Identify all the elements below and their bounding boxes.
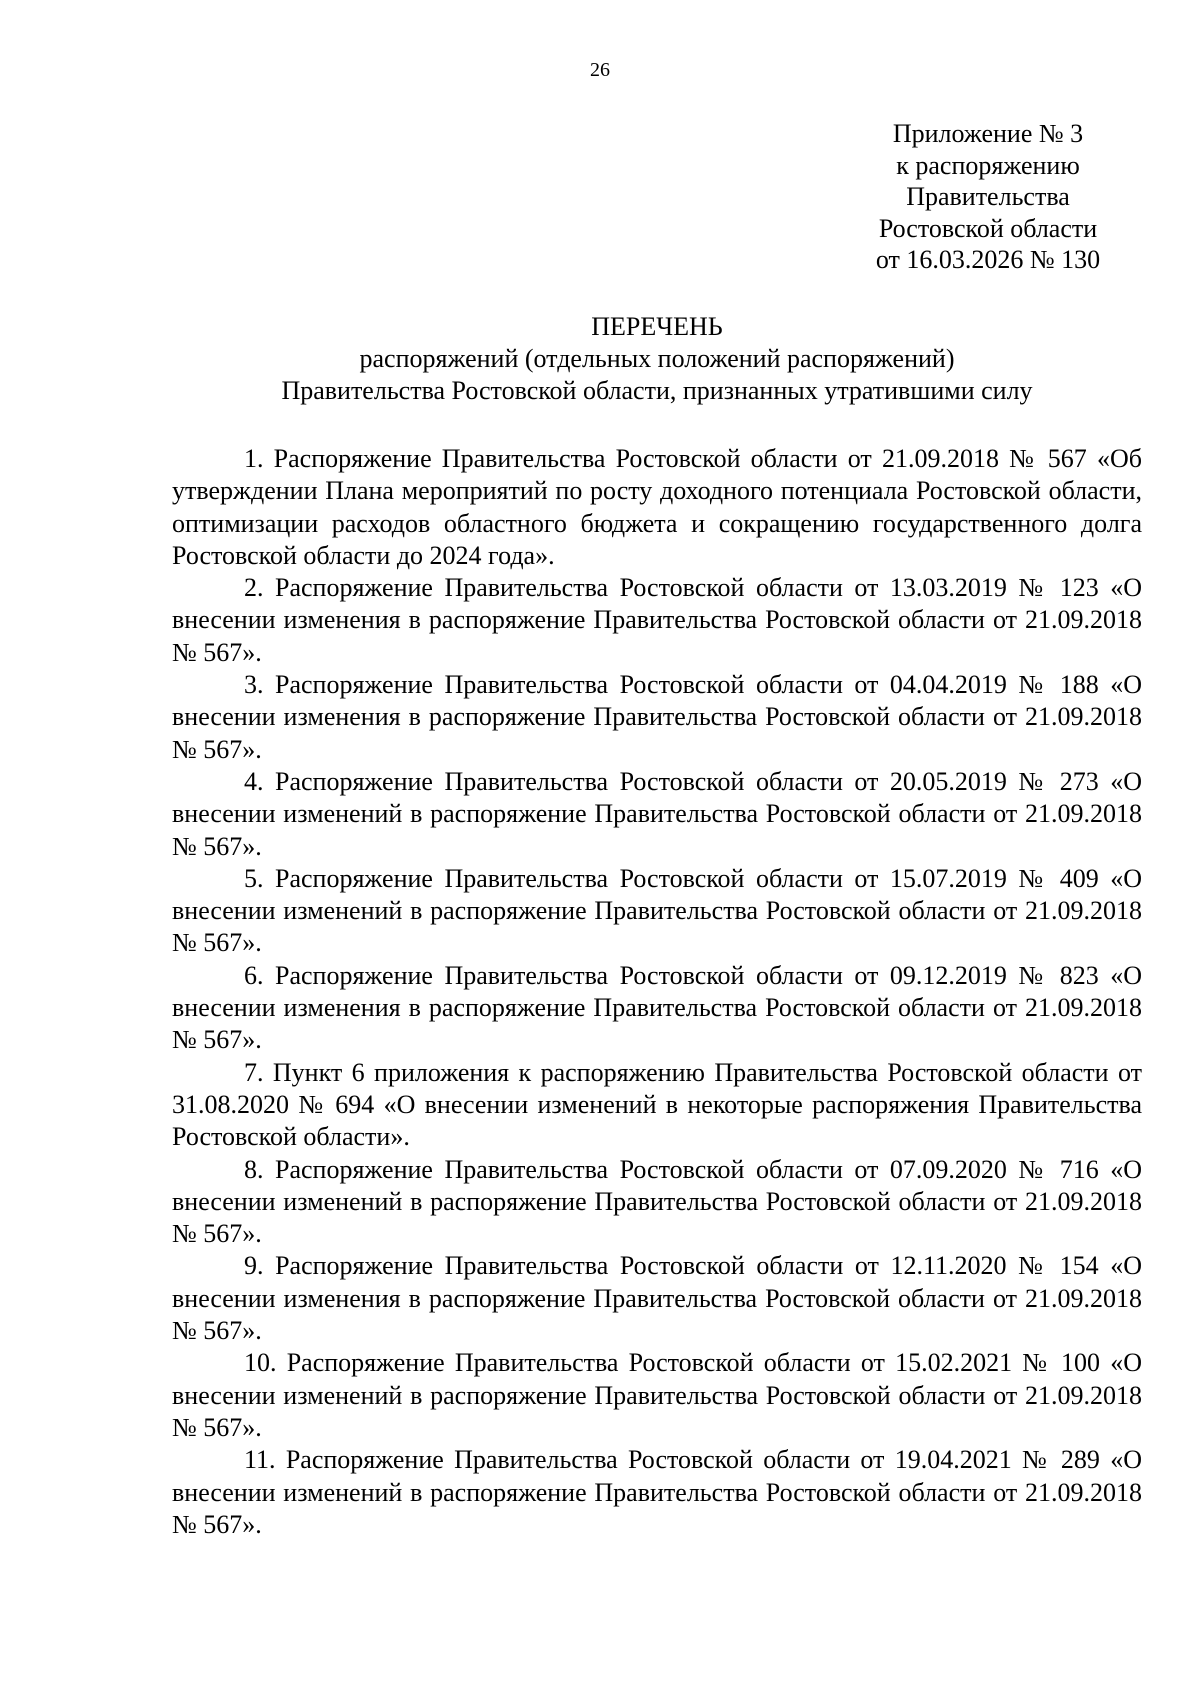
document-title: ПЕРЕЧЕНЬ xyxy=(591,312,723,341)
document-subtitle-line-2: Правительства Ростовской области, признанных утратившими силу xyxy=(281,376,1033,405)
appendix-number: Приложение № 3 xyxy=(892,119,1084,148)
appendix-issuer: Правительства xyxy=(906,182,1070,211)
list-item: 2. Распоряжение Правительства Ростовской области от 13.03.2019 № 123 «О внесении изменения в распоряжение Правительства Ростовской области от 21.09.2018 № 567». xyxy=(172,573,1142,667)
list-item: 4. Распоряжение Правительства Ростовской области от 20.05.2019 № 273 «О внесении изменений в распоряжение Правительства Ростовской области от 21.09.2018 № 567». xyxy=(172,766,1142,861)
list-item: 8. Распоряжение Правительства Ростовской области от 07.09.2020 № 716 «О внесении изменений в распоряжение Правительства Ростовской области от 21.09.2018 № 567». xyxy=(172,1154,1142,1249)
page-number: 26 xyxy=(590,59,610,81)
appendix-reference: к распоряжению xyxy=(896,150,1080,180)
list-item: 11. Распоряжение Правительства Ростовской области от 19.04.2021 № 289 «О внесении изменений в распоряжение Правительства Ростовской области от 21.09.2018 № 567». xyxy=(172,1445,1142,1539)
document-heading xyxy=(172,311,1142,407)
list-item: 3. Распоряжение Правительства Ростовской области от 04.04.2019 № 188 «О внесении изменения в распоряжение Правительства Ростовской области от 21.09.2018 № 567». xyxy=(172,670,1142,764)
appendix-region: Ростовской области xyxy=(878,213,1098,243)
list-item: 10. Распоряжение Правительства Ростовской области от 15.02.2021 № 100 «О внесении изменений в распоряжение Правительства Ростовской области от 21.09.2018 № 567». xyxy=(172,1348,1142,1442)
appendix-block xyxy=(838,118,1138,276)
repealed-orders-list xyxy=(172,443,1142,1541)
list-item: 9. Распоряжение Правительства Ростовской области от 12.11.2020 № 154 «О внесении изменения в распоряжение Правительства Ростовской области от 21.09.2018 № 567». xyxy=(172,1251,1142,1346)
list-item: 1. Распоряжение Правительства Ростовской области от 21.09.2018 № 567 «Об утверждении Плана мероприятий по росту доходного потенциала Ростовской области, оптимизации расходов областного бюджета и сокращению государственного долга Ростовской области до 2024 года». xyxy=(172,444,1142,570)
appendix-date-number: от 16.03.2026 № 130 xyxy=(875,245,1101,274)
list-item: 7. Пункт 6 приложения к распоряжению Правительства Ростовской области от 31.08.2020 № 694 «О внесении изменений в некоторые распоряжения Правительства Ростовской области». xyxy=(172,1057,1142,1152)
document-subtitle-line-1: распоряжений (отдельных положений распоряжений) xyxy=(359,344,955,373)
list-item: 5. Распоряжение Правительства Ростовской области от 15.07.2019 № 409 «О внесении изменений в распоряжение Правительства Ростовской области от 21.09.2018 № 567». xyxy=(172,863,1142,958)
list-item: 6. Распоряжение Правительства Ростовской области от 09.12.2019 № 823 «О внесении изменения в распоряжение Правительства Ростовской области от 21.09.2018 № 567». xyxy=(172,960,1142,1055)
